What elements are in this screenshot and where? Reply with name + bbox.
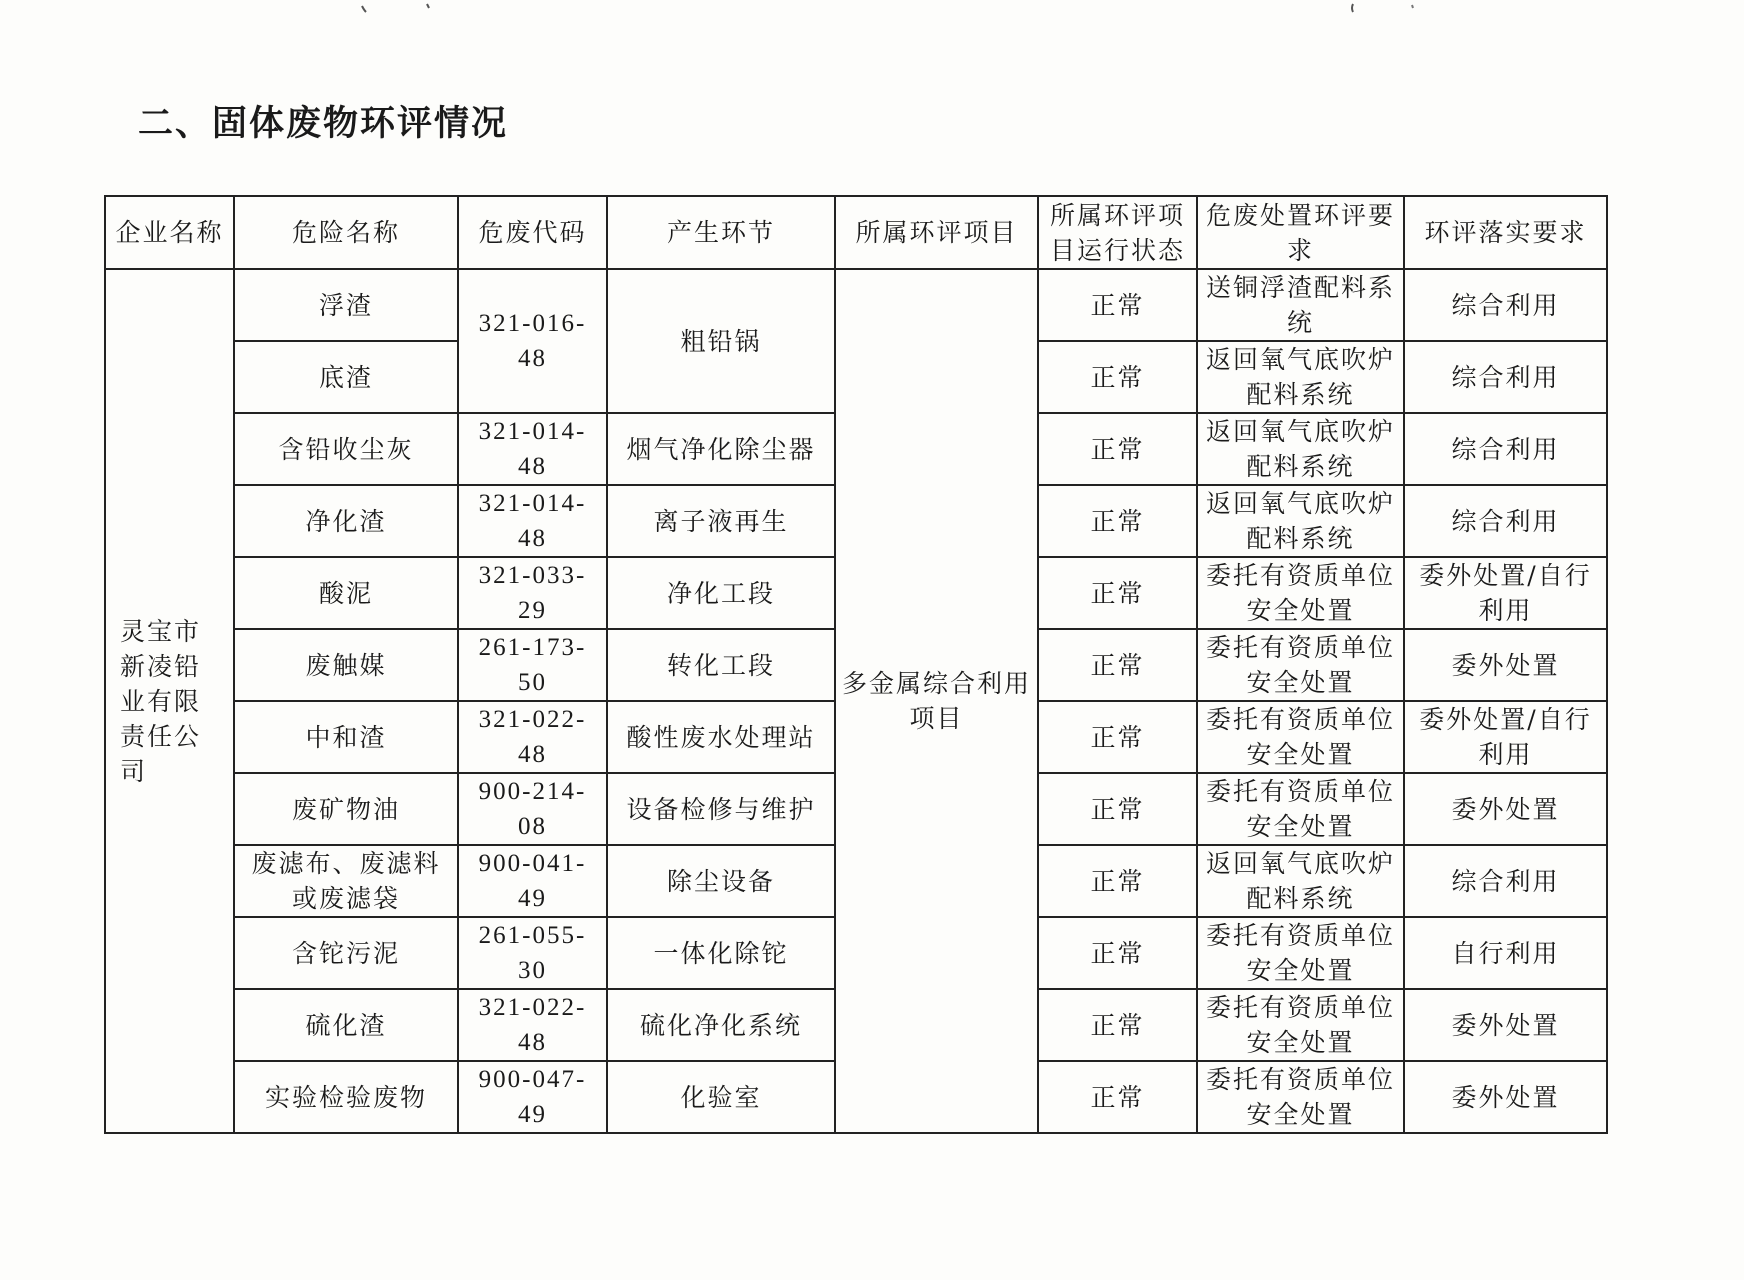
implementation-cell: 委外处置 [1404, 629, 1607, 701]
header-implementation: 环评落实要求 [1404, 196, 1607, 269]
generation-stage-cell: 化验室 [607, 1061, 835, 1133]
waste-name-cell: 废滤布、废滤料或废滤袋 [234, 845, 458, 917]
disposal-cell: 委托有资质单位安全处置 [1197, 1061, 1404, 1133]
status-cell: 正常 [1038, 413, 1197, 485]
implementation-cell: 综合利用 [1404, 485, 1607, 557]
waste-code-cell: 900-047-49 [458, 1061, 607, 1133]
status-cell: 正常 [1038, 845, 1197, 917]
waste-name-cell: 中和渣 [234, 701, 458, 773]
status-cell: 正常 [1038, 341, 1197, 413]
generation-stage-cell: 设备检修与维护 [607, 773, 835, 845]
header-company: 企业名称 [105, 196, 234, 269]
waste-name-cell: 含铅收尘灰 [234, 413, 458, 485]
waste-name-cell: 废触媒 [234, 629, 458, 701]
waste-code-cell: 321-014-48 [458, 413, 607, 485]
generation-stage-cell: 离子液再生 [607, 485, 835, 557]
disposal-cell: 委托有资质单位安全处置 [1197, 917, 1404, 989]
disposal-cell: 返回氧气底吹炉配料系统 [1197, 485, 1404, 557]
table-header-row [105, 196, 1607, 269]
header-project-status: 所属环评项目运行状态 [1038, 196, 1197, 269]
header-generation-stage: 产生环节 [607, 196, 835, 269]
status-cell: 正常 [1038, 773, 1197, 845]
waste-code-cell: 321-022-48 [458, 701, 607, 773]
status-cell: 正常 [1038, 629, 1197, 701]
disposal-cell: 返回氧气底吹炉配料系统 [1197, 341, 1404, 413]
generation-stage-cell: 硫化净化系统 [607, 989, 835, 1061]
header-disposal-requirement: 危废处置环评要求 [1197, 196, 1404, 269]
implementation-cell: 委外处置/自行利用 [1404, 557, 1607, 629]
waste-code-cell: 900-214-08 [458, 773, 607, 845]
status-cell: 正常 [1038, 1061, 1197, 1133]
status-cell: 正常 [1038, 485, 1197, 557]
waste-name-cell: 实验检验废物 [234, 1061, 458, 1133]
implementation-cell: 自行利用 [1404, 917, 1607, 989]
header-waste-name: 危险名称 [234, 196, 458, 269]
waste-name-cell: 净化渣 [234, 485, 458, 557]
generation-stage-cell: 粗铅锅 [607, 269, 835, 413]
disposal-cell: 送铜浮渣配料系统 [1197, 269, 1404, 341]
implementation-cell: 委外处置 [1404, 773, 1607, 845]
status-cell: 正常 [1038, 989, 1197, 1061]
waste-code-cell: 321-033-29 [458, 557, 607, 629]
disposal-cell: 返回氧气底吹炉配料系统 [1197, 413, 1404, 485]
waste-name-cell: 废矿物油 [234, 773, 458, 845]
waste-code-cell: 900-041-49 [458, 845, 607, 917]
waste-name-cell: 硫化渣 [234, 989, 458, 1061]
disposal-cell: 委托有资质单位安全处置 [1197, 773, 1404, 845]
implementation-cell: 综合利用 [1404, 413, 1607, 485]
waste-name-cell: 含铊污泥 [234, 917, 458, 989]
waste-code-cell: 261-055-30 [458, 917, 607, 989]
implementation-cell: 综合利用 [1404, 341, 1607, 413]
disposal-cell: 委托有资质单位安全处置 [1197, 989, 1404, 1061]
implementation-cell: 委外处置 [1404, 1061, 1607, 1133]
implementation-cell: 委外处置 [1404, 989, 1607, 1061]
implementation-cell: 委外处置/自行利用 [1404, 701, 1607, 773]
disposal-cell: 委托有资质单位安全处置 [1197, 701, 1404, 773]
generation-stage-cell: 烟气净化除尘器 [607, 413, 835, 485]
eia-project-cell: 多金属综合利用项目 [835, 269, 1038, 1133]
hazardous-waste-table [104, 195, 1608, 1134]
section-title: 二、固体废物环评情况 [138, 104, 509, 144]
generation-stage-cell: 除尘设备 [607, 845, 835, 917]
waste-name-cell: 浮渣 [234, 269, 458, 341]
header-eia-project: 所属环评项目 [835, 196, 1038, 269]
disposal-cell: 返回氧气底吹炉配料系统 [1197, 845, 1404, 917]
generation-stage-cell: 酸性废水处理站 [607, 701, 835, 773]
status-cell: 正常 [1038, 917, 1197, 989]
generation-stage-cell: 净化工段 [607, 557, 835, 629]
implementation-cell: 综合利用 [1404, 269, 1607, 341]
waste-name-cell: 底渣 [234, 341, 458, 413]
status-cell: 正常 [1038, 269, 1197, 341]
table-row [105, 269, 1607, 341]
disposal-cell: 委托有资质单位安全处置 [1197, 557, 1404, 629]
company-name-cell: 灵宝市新凌铅业有限责任公司 [105, 269, 234, 1133]
waste-code-cell: 321-014-48 [458, 485, 607, 557]
implementation-cell: 综合利用 [1404, 845, 1607, 917]
generation-stage-cell: 转化工段 [607, 629, 835, 701]
waste-code-cell: 321-022-48 [458, 989, 607, 1061]
status-cell: 正常 [1038, 701, 1197, 773]
waste-code-cell: 321-016-48 [458, 269, 607, 413]
scan-artifact-marks [0, 0, 1744, 20]
disposal-cell: 委托有资质单位安全处置 [1197, 629, 1404, 701]
waste-name-cell: 酸泥 [234, 557, 458, 629]
waste-code-cell: 261-173-50 [458, 629, 607, 701]
generation-stage-cell: 一体化除铊 [607, 917, 835, 989]
header-waste-code: 危废代码 [458, 196, 607, 269]
status-cell: 正常 [1038, 557, 1197, 629]
